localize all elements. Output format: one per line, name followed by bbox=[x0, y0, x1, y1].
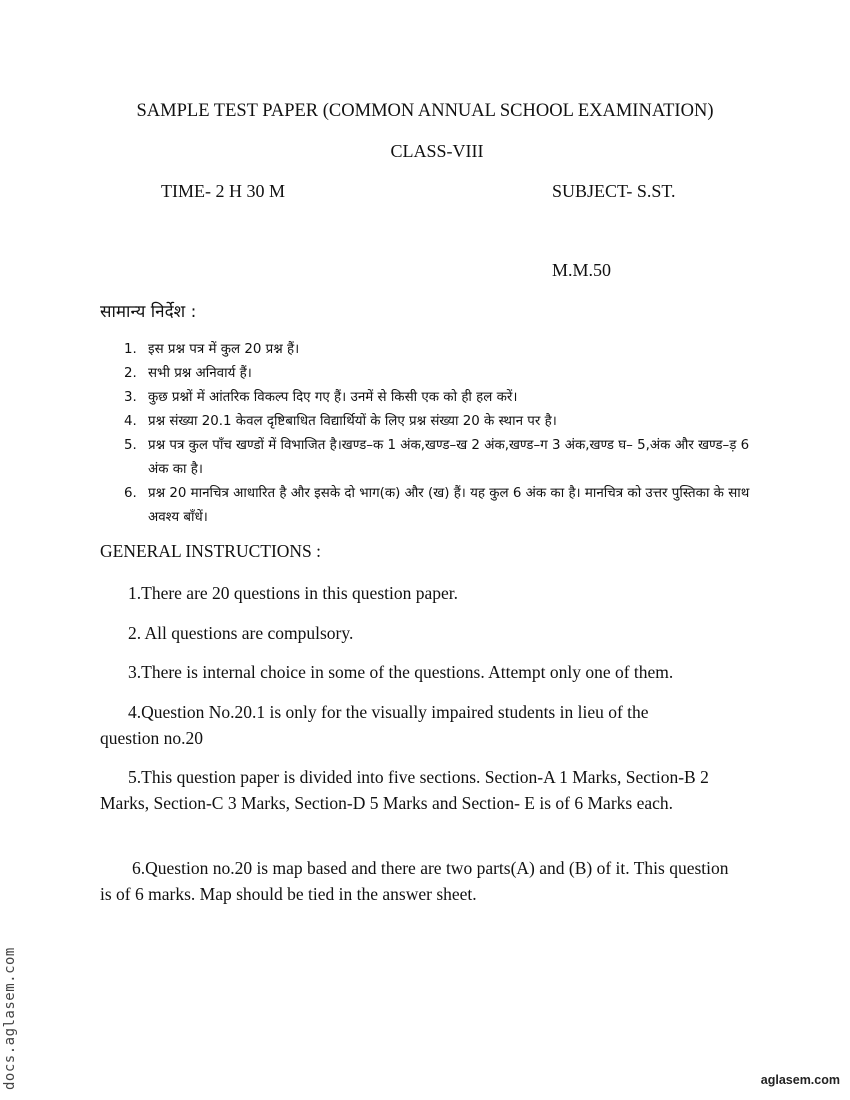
max-marks-label: M.M.50 bbox=[552, 260, 612, 280]
general-instruction-4: 4.Question No.20.1 is only for the visually impaired students in lieu of the question no.20 bbox=[100, 702, 649, 748]
general-instruction-1: 1.There are 20 questions in this question paper. bbox=[128, 583, 458, 603]
hindi-instruction-item bbox=[124, 362, 764, 386]
item-text: कुछ प्रश्नों में आंतरिक विकल्प दिए गए हैं। उनमें से किसी एक को ही हल करें। bbox=[148, 390, 518, 405]
general-instruction-3: 3.There is internal choice in some of the questions. Attempt only one of them. bbox=[128, 662, 674, 682]
hindi-instruction-item bbox=[124, 338, 764, 362]
hindi-instructions-heading: सामान्य निर्देश : bbox=[100, 302, 197, 322]
paper-title: SAMPLE TEST PAPER (COMMON ANNUAL SCHOOL EXAMINATION) bbox=[136, 101, 714, 121]
class-label: CLASS-VIII bbox=[390, 141, 484, 161]
item-number: 6. bbox=[124, 486, 137, 501]
hindi-instruction-item bbox=[124, 434, 764, 482]
item-text: प्रश्न 20 मानचित्र आधारित है और इसके दो भाग(क) और (ख) हैं। यह कुल 6 अंक का है। मानचित्र को उत्तर पुस्तिका के साथ अवश्य बाँधें। bbox=[148, 486, 750, 525]
item-text: प्रश्न संख्या 20.1 केवल दृष्टिबाधित विद्यार्थियों के लिए प्रश्न संख्या 20 के स्थान पर है। bbox=[148, 414, 557, 429]
item-number: 2. bbox=[124, 366, 137, 381]
time-label: TIME- 2 H 30 M bbox=[161, 181, 285, 201]
item-number: 5. bbox=[124, 438, 137, 453]
item-number: 4. bbox=[124, 414, 137, 429]
item-text: प्रश्न पत्र कुल पाँच खण्डों में विभाजित है।खण्ड–क 1 अंक,खण्ड–ख 2 अंक,खण्ड–ग 3 अंक,खण्ड घ– 5,अंक और खण्ड–ड़ 6 अंक का है। bbox=[148, 438, 750, 477]
brand-label: aglasem.com bbox=[760, 1073, 840, 1087]
item-number: 1. bbox=[124, 342, 137, 357]
general-instructions-heading: GENERAL INSTRUCTIONS : bbox=[100, 541, 322, 561]
general-instruction-6: 6.Question no.20 is map based and there are two parts(A) and (B) of it. This question is of 6 marks. Map should be tied in the answer sheet. bbox=[100, 858, 729, 904]
item-text: सभी प्रश्न अनिवार्य हैं। bbox=[148, 366, 252, 381]
hindi-instruction-item bbox=[124, 410, 764, 434]
general-instruction-2: 2. All questions are compulsory. bbox=[128, 623, 354, 643]
hindi-instruction-item bbox=[124, 386, 764, 410]
item-number: 3. bbox=[124, 390, 137, 405]
item-text: इस प्रश्न पत्र में कुल 20 प्रश्न हैं। bbox=[148, 342, 300, 357]
general-instruction-5: 5.This question paper is divided into five sections. Section-A 1 Marks, Section-B 2 Marks, Section-C 3 Marks, Section-D 5 Marks and Section- E is of 6 Marks each. bbox=[100, 767, 709, 813]
source-watermark: docs.aglasem.com bbox=[2, 947, 18, 1090]
subject-label: SUBJECT- S.ST. bbox=[552, 181, 676, 201]
hindi-instruction-item bbox=[124, 482, 764, 530]
hindi-instructions-list bbox=[124, 338, 764, 530]
